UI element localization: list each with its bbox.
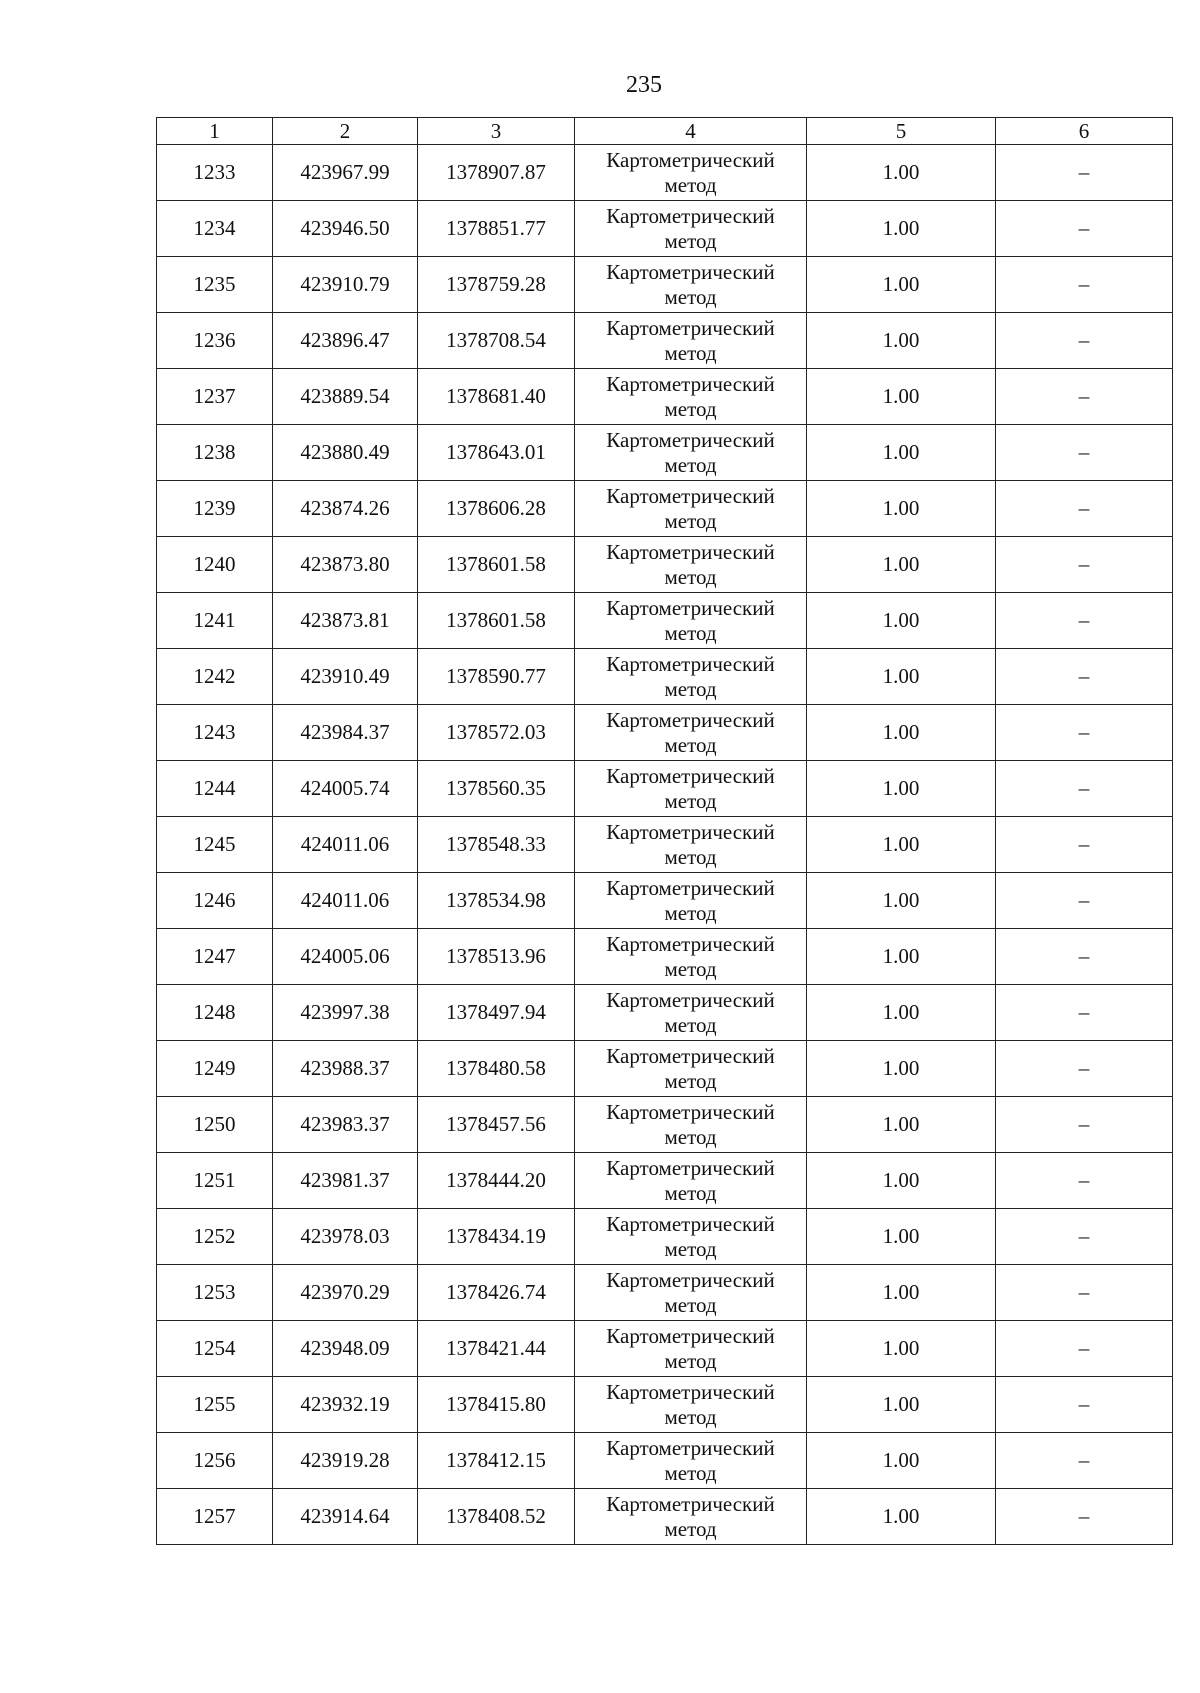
method-cell: Картометрический метод <box>575 1433 807 1489</box>
x-coordinate-cell: 423946.50 <box>273 201 418 257</box>
accuracy-cell: 1.00 <box>807 761 996 817</box>
y-coordinate-cell: 1378590.77 <box>418 649 575 705</box>
y-coordinate-cell: 1378681.40 <box>418 369 575 425</box>
x-coordinate-cell: 423983.37 <box>273 1097 418 1153</box>
y-coordinate-cell: 1378606.28 <box>418 481 575 537</box>
description-cell: – <box>996 873 1173 929</box>
point-number-cell: 1251 <box>157 1153 273 1209</box>
description-cell: – <box>996 1209 1173 1265</box>
y-coordinate-cell: 1378480.58 <box>418 1041 575 1097</box>
method-cell: Картометрический метод <box>575 1265 807 1321</box>
accuracy-cell: 1.00 <box>807 1377 996 1433</box>
method-cell: Картометрический метод <box>575 649 807 705</box>
point-number-cell: 1253 <box>157 1265 273 1321</box>
page-number: 235 <box>626 72 662 98</box>
x-coordinate-cell: 423873.80 <box>273 537 418 593</box>
point-number-cell: 1241 <box>157 593 273 649</box>
x-coordinate-cell: 424011.06 <box>273 817 418 873</box>
x-coordinate-cell: 423880.49 <box>273 425 418 481</box>
accuracy-cell: 1.00 <box>807 985 996 1041</box>
x-coordinate-cell: 423896.47 <box>273 313 418 369</box>
y-coordinate-cell: 1378434.19 <box>418 1209 575 1265</box>
point-number-cell: 1250 <box>157 1097 273 1153</box>
description-cell: – <box>996 425 1173 481</box>
accuracy-cell: 1.00 <box>807 481 996 537</box>
y-coordinate-cell: 1378907.87 <box>418 145 575 201</box>
method-cell: Картометрический метод <box>575 761 807 817</box>
column-header: 1 <box>157 118 273 145</box>
x-coordinate-cell: 423919.28 <box>273 1433 418 1489</box>
accuracy-cell: 1.00 <box>807 1321 996 1377</box>
x-coordinate-cell: 423981.37 <box>273 1153 418 1209</box>
x-coordinate-cell: 423988.37 <box>273 1041 418 1097</box>
accuracy-cell: 1.00 <box>807 537 996 593</box>
y-coordinate-cell: 1378572.03 <box>418 705 575 761</box>
method-cell: Картометрический метод <box>575 1377 807 1433</box>
table-row <box>157 537 1173 593</box>
point-number-cell: 1257 <box>157 1489 273 1545</box>
accuracy-cell: 1.00 <box>807 1041 996 1097</box>
x-coordinate-cell: 423932.19 <box>273 1377 418 1433</box>
description-cell: – <box>996 705 1173 761</box>
method-cell: Картометрический метод <box>575 425 807 481</box>
point-number-cell: 1252 <box>157 1209 273 1265</box>
description-cell: – <box>996 817 1173 873</box>
column-header: 2 <box>273 118 418 145</box>
column-header: 6 <box>996 118 1173 145</box>
accuracy-cell: 1.00 <box>807 313 996 369</box>
x-coordinate-cell: 424005.74 <box>273 761 418 817</box>
table-row <box>157 817 1173 873</box>
point-number-cell: 1246 <box>157 873 273 929</box>
table-row <box>157 761 1173 817</box>
table-row <box>157 985 1173 1041</box>
y-coordinate-cell: 1378851.77 <box>418 201 575 257</box>
table-header-row <box>157 118 1173 145</box>
method-cell: Картометрический метод <box>575 201 807 257</box>
table-row <box>157 1209 1173 1265</box>
table-row <box>157 1489 1173 1545</box>
x-coordinate-cell: 423914.64 <box>273 1489 418 1545</box>
method-cell: Картометрический метод <box>575 1321 807 1377</box>
method-cell: Картометрический метод <box>575 1209 807 1265</box>
table-row <box>157 649 1173 705</box>
y-coordinate-cell: 1378457.56 <box>418 1097 575 1153</box>
method-cell: Картометрический метод <box>575 985 807 1041</box>
point-number-cell: 1255 <box>157 1377 273 1433</box>
accuracy-cell: 1.00 <box>807 649 996 705</box>
accuracy-cell: 1.00 <box>807 705 996 761</box>
table-row <box>157 1433 1173 1489</box>
description-cell: – <box>996 1265 1173 1321</box>
description-cell: – <box>996 1433 1173 1489</box>
table-row <box>157 1153 1173 1209</box>
accuracy-cell: 1.00 <box>807 873 996 929</box>
x-coordinate-cell: 423970.29 <box>273 1265 418 1321</box>
y-coordinate-cell: 1378444.20 <box>418 1153 575 1209</box>
y-coordinate-cell: 1378415.80 <box>418 1377 575 1433</box>
x-coordinate-cell: 424005.06 <box>273 929 418 985</box>
point-number-cell: 1238 <box>157 425 273 481</box>
y-coordinate-cell: 1378513.96 <box>418 929 575 985</box>
y-coordinate-cell: 1378412.15 <box>418 1433 575 1489</box>
accuracy-cell: 1.00 <box>807 1489 996 1545</box>
point-number-cell: 1233 <box>157 145 273 201</box>
description-cell: – <box>996 1377 1173 1433</box>
table-row <box>157 873 1173 929</box>
description-cell: – <box>996 201 1173 257</box>
description-cell: – <box>996 481 1173 537</box>
column-header: 3 <box>418 118 575 145</box>
accuracy-cell: 1.00 <box>807 257 996 313</box>
y-coordinate-cell: 1378408.52 <box>418 1489 575 1545</box>
table-row <box>157 929 1173 985</box>
table-row <box>157 1377 1173 1433</box>
table-row <box>157 313 1173 369</box>
table-row <box>157 257 1173 313</box>
point-number-cell: 1239 <box>157 481 273 537</box>
point-number-cell: 1244 <box>157 761 273 817</box>
accuracy-cell: 1.00 <box>807 1153 996 1209</box>
method-cell: Картометрический метод <box>575 313 807 369</box>
point-number-cell: 1247 <box>157 929 273 985</box>
table-row <box>157 593 1173 649</box>
accuracy-cell: 1.00 <box>807 593 996 649</box>
x-coordinate-cell: 423967.99 <box>273 145 418 201</box>
accuracy-cell: 1.00 <box>807 1433 996 1489</box>
description-cell: – <box>996 761 1173 817</box>
y-coordinate-cell: 1378643.01 <box>418 425 575 481</box>
point-number-cell: 1235 <box>157 257 273 313</box>
accuracy-cell: 1.00 <box>807 145 996 201</box>
y-coordinate-cell: 1378534.98 <box>418 873 575 929</box>
point-number-cell: 1248 <box>157 985 273 1041</box>
y-coordinate-cell: 1378759.28 <box>418 257 575 313</box>
description-cell: – <box>996 257 1173 313</box>
accuracy-cell: 1.00 <box>807 1209 996 1265</box>
accuracy-cell: 1.00 <box>807 1265 996 1321</box>
y-coordinate-cell: 1378708.54 <box>418 313 575 369</box>
description-cell: – <box>996 1489 1173 1545</box>
method-cell: Картометрический метод <box>575 929 807 985</box>
description-cell: – <box>996 1097 1173 1153</box>
description-cell: – <box>996 537 1173 593</box>
method-cell: Картометрический метод <box>575 257 807 313</box>
accuracy-cell: 1.00 <box>807 425 996 481</box>
method-cell: Картометрический метод <box>575 1153 807 1209</box>
x-coordinate-cell: 423910.49 <box>273 649 418 705</box>
description-cell: – <box>996 649 1173 705</box>
table-row <box>157 145 1173 201</box>
table-row <box>157 369 1173 425</box>
table-row <box>157 705 1173 761</box>
description-cell: – <box>996 313 1173 369</box>
x-coordinate-cell: 423889.54 <box>273 369 418 425</box>
description-cell: – <box>996 369 1173 425</box>
method-cell: Картометрический метод <box>575 481 807 537</box>
table-row <box>157 1041 1173 1097</box>
method-cell: Картометрический метод <box>575 593 807 649</box>
y-coordinate-cell: 1378548.33 <box>418 817 575 873</box>
table-row <box>157 201 1173 257</box>
description-cell: – <box>996 1153 1173 1209</box>
point-number-cell: 1249 <box>157 1041 273 1097</box>
x-coordinate-cell: 423997.38 <box>273 985 418 1041</box>
x-coordinate-cell: 424011.06 <box>273 873 418 929</box>
table-row <box>157 1097 1173 1153</box>
description-cell: – <box>996 145 1173 201</box>
coordinates-table <box>156 117 1173 1545</box>
description-cell: – <box>996 1321 1173 1377</box>
x-coordinate-cell: 423984.37 <box>273 705 418 761</box>
y-coordinate-cell: 1378421.44 <box>418 1321 575 1377</box>
table-row <box>157 1265 1173 1321</box>
method-cell: Картометрический метод <box>575 145 807 201</box>
method-cell: Картометрический метод <box>575 1489 807 1545</box>
description-cell: – <box>996 1041 1173 1097</box>
point-number-cell: 1237 <box>157 369 273 425</box>
point-number-cell: 1254 <box>157 1321 273 1377</box>
accuracy-cell: 1.00 <box>807 369 996 425</box>
y-coordinate-cell: 1378497.94 <box>418 985 575 1041</box>
table-row <box>157 481 1173 537</box>
description-cell: – <box>996 929 1173 985</box>
method-cell: Картометрический метод <box>575 537 807 593</box>
column-header: 4 <box>575 118 807 145</box>
accuracy-cell: 1.00 <box>807 929 996 985</box>
x-coordinate-cell: 423948.09 <box>273 1321 418 1377</box>
x-coordinate-cell: 423910.79 <box>273 257 418 313</box>
x-coordinate-cell: 423873.81 <box>273 593 418 649</box>
point-number-cell: 1240 <box>157 537 273 593</box>
accuracy-cell: 1.00 <box>807 1097 996 1153</box>
description-cell: – <box>996 593 1173 649</box>
method-cell: Картометрический метод <box>575 873 807 929</box>
method-cell: Картометрический метод <box>575 1041 807 1097</box>
y-coordinate-cell: 1378601.58 <box>418 537 575 593</box>
description-cell: – <box>996 985 1173 1041</box>
method-cell: Картометрический метод <box>575 705 807 761</box>
method-cell: Картометрический метод <box>575 817 807 873</box>
table-row <box>157 425 1173 481</box>
point-number-cell: 1236 <box>157 313 273 369</box>
y-coordinate-cell: 1378601.58 <box>418 593 575 649</box>
point-number-cell: 1242 <box>157 649 273 705</box>
accuracy-cell: 1.00 <box>807 817 996 873</box>
y-coordinate-cell: 1378426.74 <box>418 1265 575 1321</box>
x-coordinate-cell: 423978.03 <box>273 1209 418 1265</box>
point-number-cell: 1245 <box>157 817 273 873</box>
table-body <box>157 145 1173 1545</box>
table-row <box>157 1321 1173 1377</box>
point-number-cell: 1256 <box>157 1433 273 1489</box>
x-coordinate-cell: 423874.26 <box>273 481 418 537</box>
y-coordinate-cell: 1378560.35 <box>418 761 575 817</box>
method-cell: Картометрический метод <box>575 369 807 425</box>
method-cell: Картометрический метод <box>575 1097 807 1153</box>
point-number-cell: 1243 <box>157 705 273 761</box>
accuracy-cell: 1.00 <box>807 201 996 257</box>
column-header: 5 <box>807 118 996 145</box>
point-number-cell: 1234 <box>157 201 273 257</box>
